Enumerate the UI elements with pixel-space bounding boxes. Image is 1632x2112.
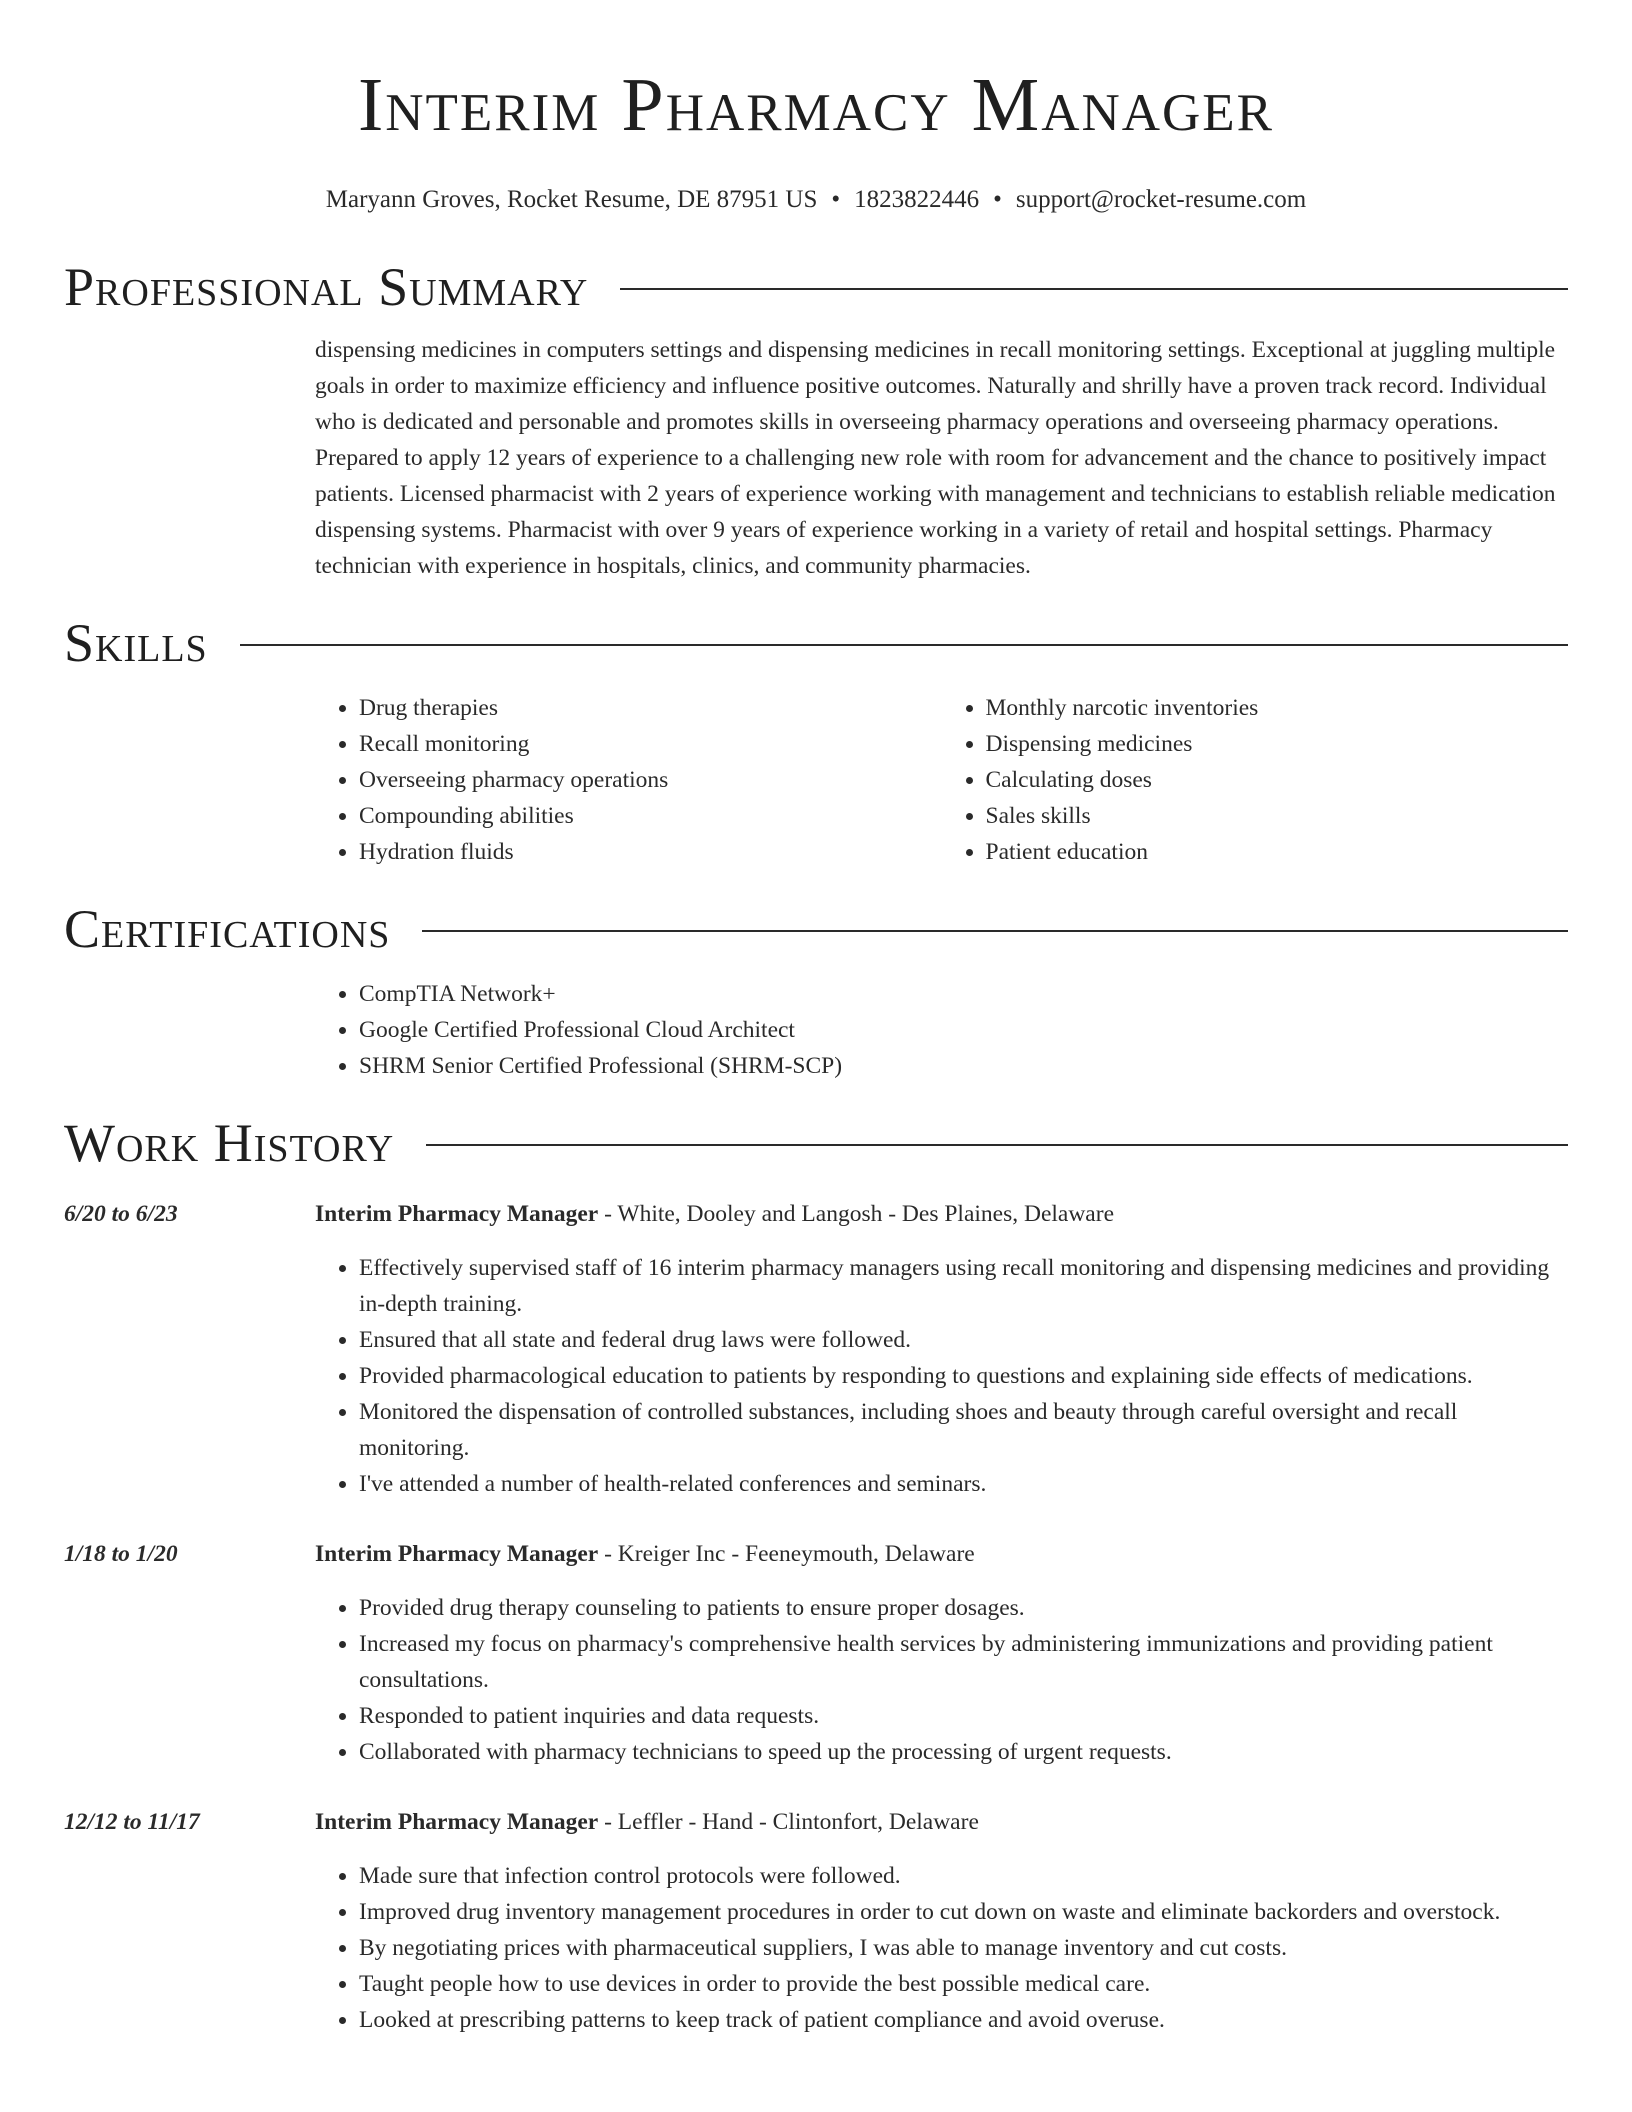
skills-heading: Skills bbox=[64, 613, 208, 673]
section-divider bbox=[426, 1144, 1568, 1146]
summary-heading: Professional Summary bbox=[64, 257, 589, 317]
job-title: Interim Pharmacy Manager bbox=[315, 1201, 599, 1227]
job-bullets bbox=[315, 1250, 1568, 1502]
work-history-list bbox=[64, 1196, 1568, 2038]
resume-title: Interim Pharmacy Manager bbox=[357, 63, 1275, 147]
skill-item: • Patient education bbox=[986, 834, 1569, 870]
job-heading bbox=[315, 1536, 1568, 1572]
job-heading bbox=[315, 1196, 1568, 1232]
contact-phone: 1823822446 bbox=[854, 186, 980, 213]
work-history-section-header bbox=[64, 1108, 1568, 1178]
certification-item: • SHRM Senior Certified Professional (SHRM-SCP) bbox=[359, 1048, 1568, 1084]
job-bullet: • Increased my focus on pharmacy's comprehensive health services by administering immunizations and providing patient consultations. bbox=[359, 1626, 1568, 1698]
job-bullet: • Provided pharmacological education to patients by responding to questions and explaining side effects of medications. bbox=[359, 1358, 1568, 1394]
job-entry bbox=[64, 1804, 1568, 2038]
skill-item: • Recall monitoring bbox=[359, 726, 942, 762]
job-heading bbox=[315, 1804, 1568, 1840]
job-dates: 6/20 to 6/23 bbox=[64, 1201, 178, 1227]
skill-item: • Calculating doses bbox=[986, 762, 1569, 798]
skill-item: • Overseeing pharmacy operations bbox=[359, 762, 942, 798]
job-title: Interim Pharmacy Manager bbox=[315, 1809, 599, 1835]
job-bullet: • Improved drug inventory management procedures in order to cut down on waste and eliminate backorders and overstock. bbox=[359, 1894, 1568, 1930]
job-bullet: • By negotiating prices with pharmaceutical suppliers, I was able to manage inventory and cut costs. bbox=[359, 1930, 1568, 1966]
skill-item: • Drug therapies bbox=[359, 690, 942, 726]
job-bullet: • I've attended a number of health-related conferences and seminars. bbox=[359, 1466, 1568, 1502]
skill-item: • Compounding abilities bbox=[359, 798, 942, 834]
contact-line bbox=[64, 184, 1568, 216]
job-employer-location: - White, Dooley and Langosh - Des Plaines, Delaware bbox=[598, 1201, 1114, 1227]
skills-column-right bbox=[942, 690, 1569, 870]
skill-item: • Sales skills bbox=[986, 798, 1569, 834]
contact-separator: • bbox=[993, 186, 1002, 213]
job-bullets bbox=[315, 1590, 1568, 1770]
job-bullets bbox=[315, 1858, 1568, 2038]
job-bullet: • Monitored the dispensation of controlled substances, including shoes and beauty through careful oversight and recall monitoring. bbox=[359, 1394, 1568, 1466]
job-entry bbox=[64, 1196, 1568, 1502]
job-bullet: • Ensured that all state and federal drug laws were followed. bbox=[359, 1322, 1568, 1358]
job-bullet: • Taught people how to use devices in order to provide the best possible medical care. bbox=[359, 1966, 1568, 2002]
job-dates: 12/12 to 11/17 bbox=[64, 1809, 200, 1835]
contact-email[interactable]: support@rocket-resume.com bbox=[1015, 186, 1307, 213]
certifications-section-header bbox=[64, 894, 1568, 964]
skill-item: • Dispensing medicines bbox=[986, 726, 1569, 762]
section-divider bbox=[620, 288, 1568, 290]
job-bullet: • Made sure that infection control protocols were followed. bbox=[359, 1858, 1568, 1894]
job-employer-location: - Leffler - Hand - Clintonfort, Delaware bbox=[598, 1809, 979, 1835]
skills-list bbox=[315, 690, 1568, 870]
job-title: Interim Pharmacy Manager bbox=[315, 1541, 599, 1567]
job-bullet: • Responded to patient inquiries and data requests. bbox=[359, 1698, 1568, 1734]
section-divider bbox=[240, 644, 1568, 646]
certifications-list bbox=[315, 976, 1568, 1084]
skill-item: • Monthly narcotic inventories bbox=[986, 690, 1569, 726]
section-divider bbox=[422, 930, 1568, 932]
job-bullet: • Provided drug therapy counseling to patients to ensure proper dosages. bbox=[359, 1590, 1568, 1626]
work-history-heading: Work History bbox=[64, 1113, 395, 1173]
certifications-heading: Certifications bbox=[64, 899, 391, 959]
summary-text: dispensing medicines in computers settings and dispensing medicines in recall monitoring settings. Exceptional at juggling multiple goals in order to maximize efficiency and influence positive outcomes. Naturally and shrilly have a proven track record. Individual who is dedicated and personable and promotes skills in overseeing pharmacy operations and overseeing pharmacy operations. Prepared to apply 12 years of experience to a challenging new role with room for advancement and the chance to positively impact patients. Licensed pharmacist with 2 years of experience working with management and technicians to establish reliable medication dispensing systems. Pharmacist with over 9 years of experience working in a variety of retail and hospital settings. Pharmacy technician with experience in hospitals, clinics, and community pharmacies. bbox=[315, 337, 1556, 579]
job-dates: 1/18 to 1/20 bbox=[64, 1541, 178, 1567]
summary-section-header bbox=[64, 252, 1568, 322]
skills-section-header bbox=[64, 608, 1568, 678]
skill-item: • Hydration fluids bbox=[359, 834, 942, 870]
skills-column-left bbox=[315, 690, 942, 870]
contact-address: Maryann Groves, Rocket Resume, DE 87951 US bbox=[325, 186, 818, 213]
contact-separator: • bbox=[831, 186, 841, 213]
job-bullet: • Looked at prescribing patterns to keep track of patient compliance and avoid overuse. bbox=[359, 2002, 1568, 2038]
job-bullet: • Collaborated with pharmacy technicians to speed up the processing of urgent requests. bbox=[359, 1734, 1568, 1770]
job-bullet: • Effectively supervised staff of 16 interim pharmacy managers using recall monitoring and dispensing medicines and providing in-depth training. bbox=[359, 1250, 1568, 1322]
job-employer-location: - Kreiger Inc - Feeneymouth, Delaware bbox=[598, 1541, 975, 1567]
certification-item: • CompTIA Network+ bbox=[359, 976, 1568, 1012]
job-entry bbox=[64, 1536, 1568, 1770]
certification-item: • Google Certified Professional Cloud Architect bbox=[359, 1012, 1568, 1048]
